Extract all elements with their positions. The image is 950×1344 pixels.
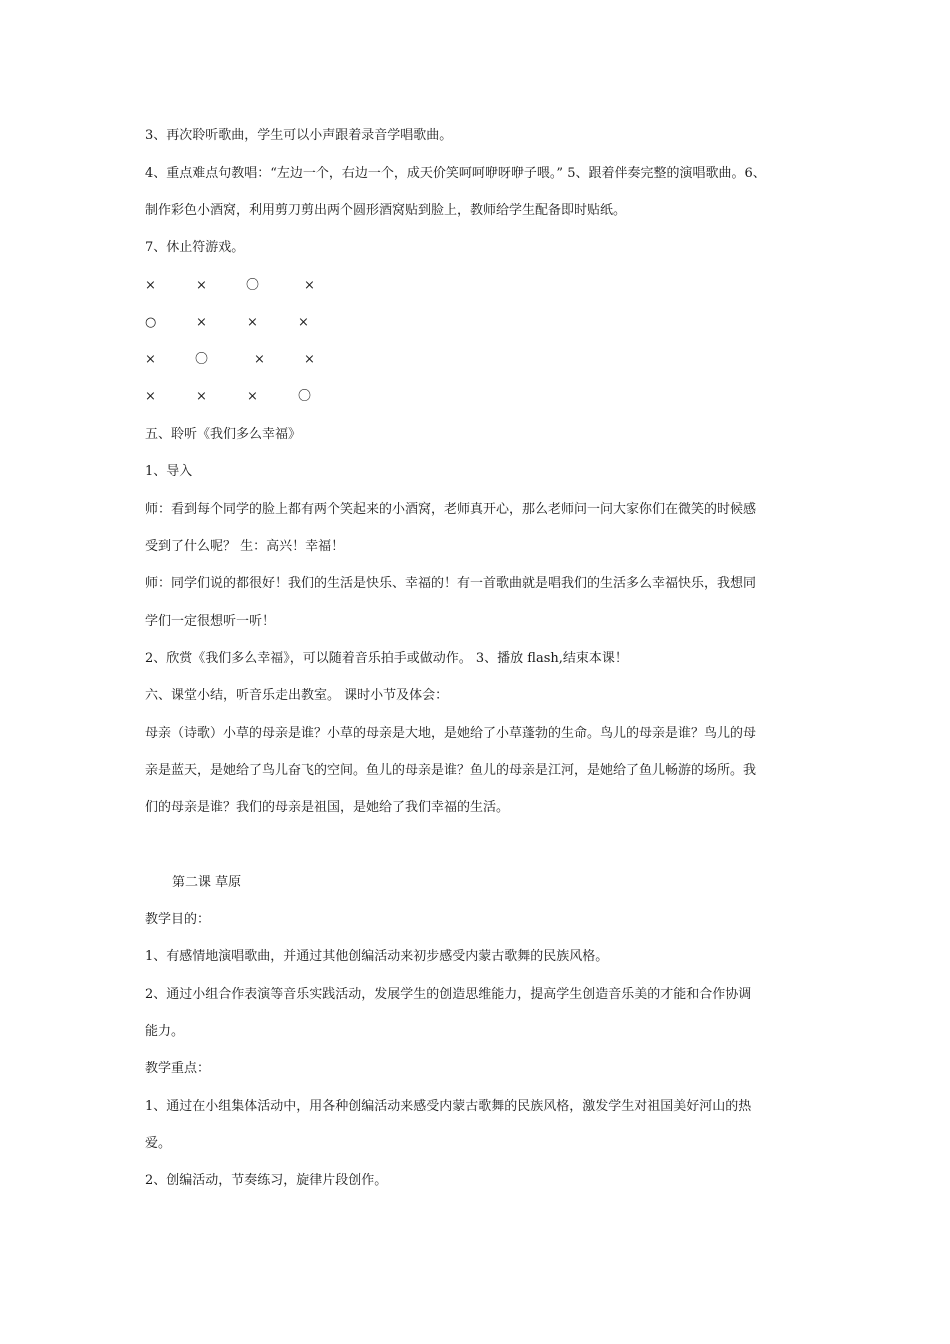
- text-line: 师：同学们说的都很好！我们的生活是快乐、幸福的！有一首歌曲就是唱我们的生活多么幸福快乐，我想同: [145, 576, 757, 591]
- section-heading: 教学重点：: [145, 1061, 211, 1076]
- text-line: 2、创编活动，节奏练习，旋律片段创作。: [145, 1173, 388, 1188]
- text-line: 3、再次聆听歌曲，学生可以小声跟着录音学唱歌曲。: [145, 128, 453, 143]
- text-line: 师：看到每个同学的脸上都有两个笑起来的小酒窝，老师真开心，那么老师问一问大家你们在微笑的时候感: [145, 502, 757, 517]
- text-line: 母亲（诗歌）小草的母亲是谁？小草的母亲是大地，是她给了小草蓬勃的生命。鸟儿的母亲是谁？鸟儿的母: [145, 726, 757, 741]
- text-line: 制作彩色小酒窝，利用剪刀剪出两个圆形酒窝贴到脸上，教师给学生配备即时贴纸。: [145, 203, 627, 218]
- grid-cell: ×: [145, 278, 156, 293]
- text-line: 2、欣赏《我们多么幸福》，可以随着音乐拍手或做动作。 3、播放 flash,结束本课！: [145, 651, 628, 666]
- grid-cell: 〇: [195, 352, 209, 367]
- grid-cell: 〇: [298, 389, 312, 404]
- text-line: 能力。: [145, 1024, 185, 1039]
- text-line: 4、重点难点句教唱：“左边一个，右边一个，成天价笑呵呵咿呀咿子喂。” 5、跟着伴奏完整的演唱歌曲。6、: [145, 166, 766, 181]
- text-line: 亲是蓝天，是她给了鸟儿奋飞的空间。鱼儿的母亲是谁？鱼儿的母亲是江河，是她给了鱼儿畅游的场所。我: [145, 763, 757, 778]
- grid-row: [145, 350, 445, 370]
- section-heading: 六、课堂小结，听音乐走出教室。 课时小节及体会：: [145, 688, 449, 703]
- text-line: 受到了什么呢？ 生：高兴！幸福！: [145, 539, 345, 554]
- text-line: 1、有感情地演唱歌曲，并通过其他创编活动来初步感受内蒙古歌舞的民族风格。: [145, 949, 609, 964]
- text-line: 1、通过在小组集体活动中，用各种创编活动来感受内蒙古歌舞的民族风格，激发学生对祖国美好河山的热: [145, 1099, 752, 1114]
- grid-cell: 〇: [246, 278, 260, 293]
- grid-cell: ×: [145, 352, 156, 367]
- grid-cell: ×: [304, 352, 315, 367]
- text-line: 学们一定很想听一听！: [145, 614, 276, 629]
- grid-cell: ×: [196, 389, 207, 404]
- grid-cell: ×: [196, 278, 207, 293]
- grid-row: [145, 276, 445, 296]
- grid-cell: ×: [196, 315, 207, 330]
- lesson-title: 第二课 草原: [172, 875, 242, 890]
- text-line: 1、导入: [145, 464, 193, 479]
- grid-cell: ×: [254, 352, 265, 367]
- grid-cell: ×: [145, 389, 156, 404]
- text-line: 2、通过小组合作表演等音乐实践活动，发展学生的创造思维能力，提高学生创造音乐美的才能和合作协调: [145, 987, 752, 1002]
- grid-row: [145, 387, 445, 407]
- grid-cell: ×: [247, 389, 258, 404]
- grid-row: [145, 313, 445, 333]
- text-line: 们的母亲是谁？我们的母亲是祖国，是她给了我们幸福的生活。: [145, 800, 510, 815]
- text-line: 爱。: [145, 1136, 172, 1151]
- section-heading: 教学目的：: [145, 912, 211, 927]
- text-line: 7、休止符游戏。: [145, 240, 245, 255]
- grid-cell: ×: [298, 315, 309, 330]
- grid-cell: ○: [145, 315, 157, 330]
- grid-cell: ×: [247, 315, 258, 330]
- section-heading: 五、聆听《我们多么幸福》: [145, 427, 302, 442]
- grid-cell: ×: [304, 278, 315, 293]
